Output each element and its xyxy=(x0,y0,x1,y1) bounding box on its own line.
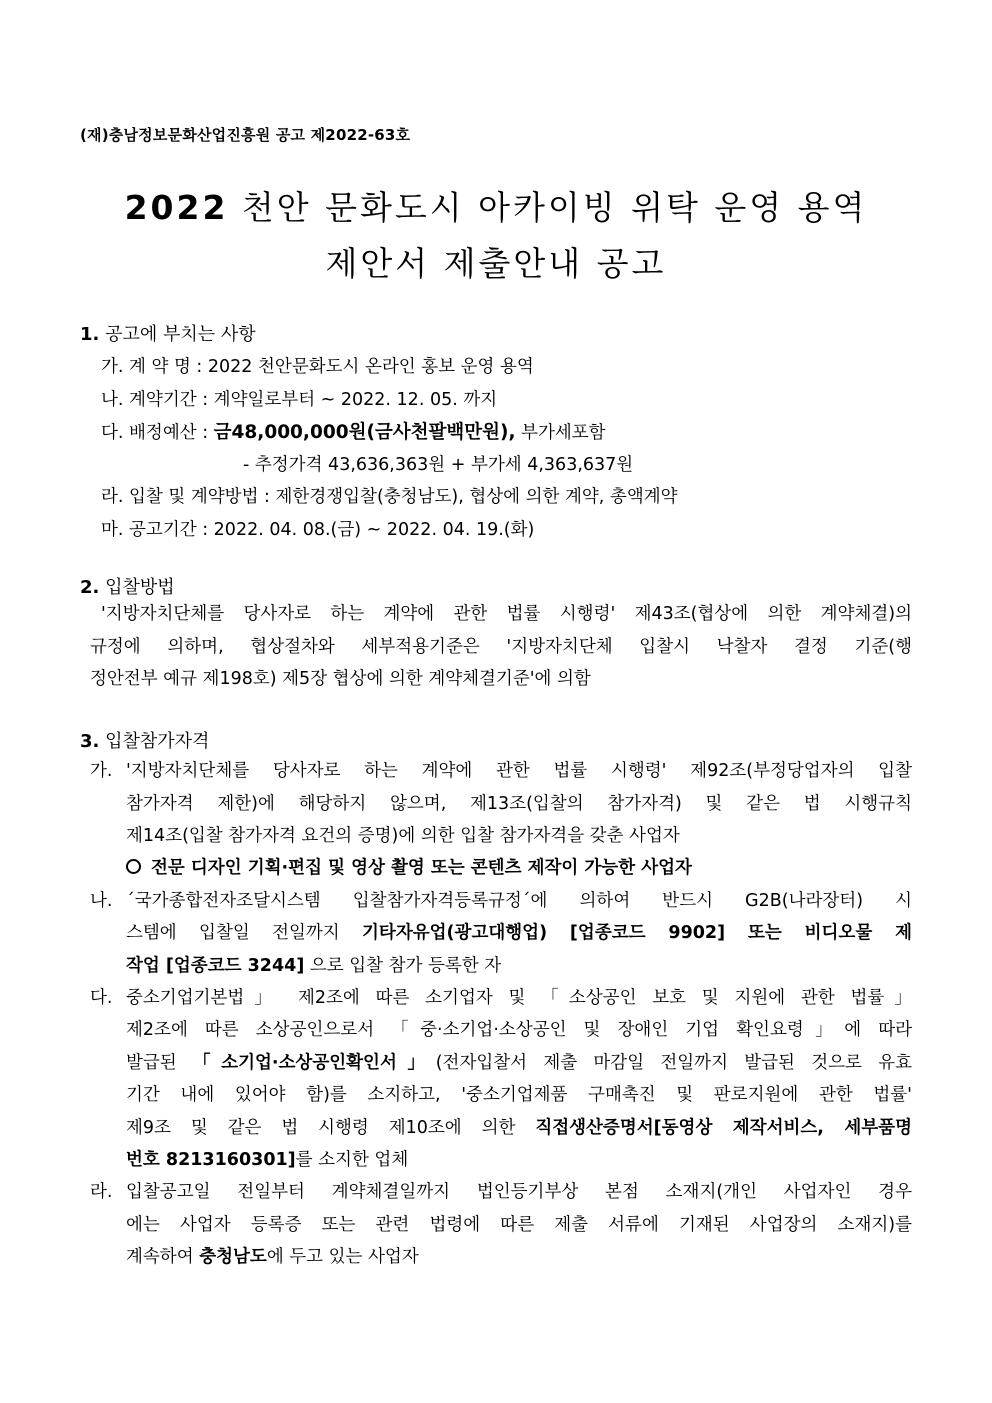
item-label-ga: 가. xyxy=(90,761,113,781)
section-number: 2. xyxy=(80,577,100,598)
section-title: 공고에 부치는 사항 xyxy=(105,324,256,345)
item-label: 라. 입찰 및 계약방법 : xyxy=(101,487,276,507)
item-label: 다. 배정예산 : xyxy=(101,423,214,443)
section-1-heading xyxy=(80,320,256,346)
section-title: 입찰방법 xyxy=(105,577,175,598)
section-2-line: 규정에 의하며, 협상절차와 세부적용기준은 '지방자치단체 입찰시 낙찰자 결정 기준(행 xyxy=(90,637,912,657)
bold-text: 번호 8213160301] xyxy=(126,1150,296,1170)
title-year: 2022 xyxy=(124,188,229,227)
text: 스템에 입찰일 전일까지 xyxy=(126,923,363,943)
section-2-line: '지방자치단체를 당사자로 하는 계약에 관한 법률 시행령' 제43조(협상에 의한 계약체결)의 xyxy=(101,604,912,624)
section-3-da-line xyxy=(126,1049,912,1074)
section-3-na-line xyxy=(126,919,912,944)
section-1-item-ma xyxy=(101,516,534,541)
title-line1-text: 천안 문화도시 아카이빙 위탁 운영 용역 xyxy=(241,188,868,227)
section-1-item-da xyxy=(101,418,606,444)
text: 에 두고 있는 사업자 xyxy=(266,1247,419,1267)
section-number: 3. xyxy=(80,731,100,752)
section-3-ga-line: 제14조(입찰 참가자격 요건의 증명)에 의한 입찰 참가자격을 갖춘 사업자 xyxy=(126,826,680,846)
section-2-heading xyxy=(80,573,175,599)
section-2-line: 정안전부 예규 제198호) 제5장 협상에 의한 계약체결기준'에 의함 xyxy=(90,669,591,689)
item-label: 마. 공고기간 : xyxy=(101,520,214,540)
text: 제9조 및 같은 법 시행령 제10조에 의한 xyxy=(126,1118,536,1138)
section-3-na-line: ´국가종합전자조달시스템 입찰참가자격등록규정´에 의하여 반드시 G2B(나라장터) 시 xyxy=(126,891,912,911)
section-1-item-estimate: - 추정가격 43,636,363원 + 부가세 4,363,637원 xyxy=(243,455,634,475)
section-3-da-line xyxy=(126,1146,408,1171)
section-3-da-line: 기간 내에 있어야 함)를 소지하고, '중소기업제품 구매촉진 및 판로지원에 관한 법률' xyxy=(126,1085,912,1105)
section-1-item-ra xyxy=(101,483,678,508)
text: 으로 입찰 참가 등록한 자 xyxy=(304,956,502,976)
section-1-item-ga xyxy=(101,353,534,378)
section-3-da-line: 제2조에 따른 소상공인으로서 「중·소기업·소상공인 및 장애인 기업 확인요령」에 따라 xyxy=(126,1020,912,1040)
section-3-ga-highlight xyxy=(126,854,692,879)
bold-text: 「소기업·소상공인확인서」 xyxy=(192,1053,436,1073)
section-3-ra-line xyxy=(126,1243,419,1268)
item-value: 2022. 04. 08.(금) ~ 2022. 04. 19.(화) xyxy=(213,520,535,540)
circle-bullet-icon xyxy=(126,859,141,874)
section-3-da-line xyxy=(126,1114,912,1139)
item-label-da: 다. xyxy=(90,988,113,1008)
bold-text: 충청남도 xyxy=(199,1247,267,1267)
item-value: 제한경쟁입찰(충청남도), 협상에 의한 계약, 총액계약 xyxy=(275,487,678,507)
section-3-ra-line: 입찰공고일 전일부터 계약체결일까지 법인등기부상 본점 소재지(개인 사업자인 경우 xyxy=(126,1182,912,1202)
section-title: 입찰참가자격 xyxy=(105,731,210,752)
bold-text: 작업 [업종코드 3244] xyxy=(126,956,305,976)
item-label: 가. 계 약 명 : xyxy=(101,357,208,377)
section-3-na-line xyxy=(126,952,501,977)
section-3-da-line: 중소기업기본법」 제2조에 따른 소기업자 및 「소상공인 보호 및 지원에 관한 법률」 xyxy=(126,988,912,1008)
text: (전자입찰서 제출 마감일 전일까지 발급된 것으로 유효 xyxy=(435,1053,912,1073)
section-number: 1. xyxy=(80,324,100,345)
section-1-item-na xyxy=(101,386,497,411)
item-value: 2022 천안문화도시 온라인 홍보 운영 용역 xyxy=(207,357,534,377)
page-title-line1 xyxy=(0,182,992,229)
text: 발급된 xyxy=(126,1053,193,1073)
section-3-heading xyxy=(80,727,209,753)
item-value: 부가세포함 xyxy=(515,423,606,443)
page-title-line2: 제안서 제출안내 공고 xyxy=(325,244,667,283)
item-label: 나. 계약기간 : xyxy=(101,390,214,410)
highlight-text: 전문 디자인 기획·편집 및 영상 촬영 또는 콘텐츠 제작이 가능한 사업자 xyxy=(151,858,692,878)
text: 를 소지한 업체 xyxy=(295,1150,409,1170)
item-value: 계약일로부터 ~ 2022. 12. 05. 까지 xyxy=(213,390,498,410)
section-3-ra-line: 에는 사업자 등록증 또는 관련 법령에 따른 제출 서류에 기재된 사업장의 소재지)를 xyxy=(126,1215,912,1235)
bold-text: 직접생산증명서[동영상 제작서비스, 세부품명 xyxy=(535,1118,912,1138)
section-3-ga-line: 참가자격 제한)에 해당하지 않으며, 제13조(입찰의 참가자격) 및 같은 법 시행규칙 xyxy=(126,794,912,814)
item-label-na: 나. xyxy=(90,891,113,911)
section-3-ga-line: '지방자치단체를 당사자로 하는 계약에 관한 법률 시행령' 제92조(부정당업자의 입찰 xyxy=(126,761,912,781)
text: 계속하여 xyxy=(126,1247,200,1267)
notice-number: (재)충남정보문화산업진흥원 공고 제2022-63호 xyxy=(80,126,411,144)
bold-text: 기타자유업(광고대행업) [업종코드 9902] 또는 비디오물 제 xyxy=(362,923,912,943)
item-label-ra: 라. xyxy=(90,1182,113,1202)
budget-amount: 금48,000,000원(금사천팔백만원), xyxy=(213,422,516,443)
